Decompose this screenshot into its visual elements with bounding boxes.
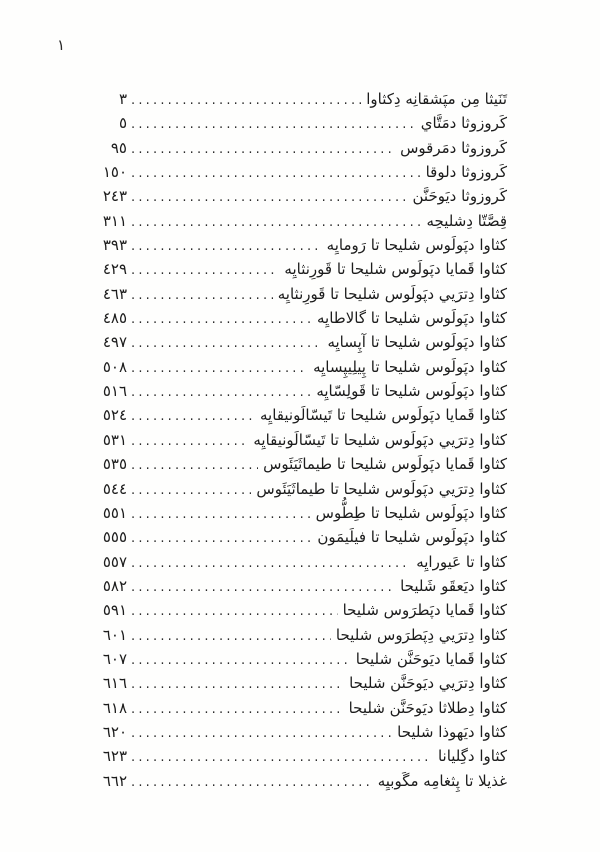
- dot-leader: [131, 649, 351, 673]
- dot-leader: [131, 138, 395, 162]
- toc-entry: [93, 330, 507, 354]
- entry-title: كثاوا دِترَيي دپَولَوس شليحا تا طيماثَيَئَوس: [256, 479, 507, 498]
- entry-page-number: ٣: [118, 90, 127, 108]
- entry-title: كثاوا دگِليانا: [437, 747, 507, 766]
- entry-page-number: ٦٦٢: [102, 771, 127, 790]
- entry-title: كثاوا دپَولَوس شليحا تا فيلَيمَون: [317, 528, 507, 547]
- dot-leader: [131, 576, 395, 600]
- toc-entry: [93, 696, 507, 720]
- entry-title: كثاوا ديَهوذا شليحا: [397, 722, 507, 741]
- dot-leader: [131, 89, 361, 113]
- toc-entry: [93, 428, 507, 452]
- entry-title: كَروزوثا ديَوحَنَّن: [412, 187, 507, 206]
- dot-leader: [131, 673, 344, 697]
- entry-page-number: ٥٣١: [102, 430, 127, 449]
- dot-leader: [131, 527, 312, 551]
- dot-leader: [131, 259, 279, 283]
- entry-page-number: ٤٦٣: [102, 284, 127, 303]
- entry-page-number: ٣١١: [102, 211, 127, 230]
- entry-page-number: ٥٨٢: [102, 576, 127, 595]
- entry-title: كثاوا دِترَيي دپَولَوس شليحا تا تَيسّالَونيقايِه: [253, 430, 507, 449]
- dot-leader: [131, 479, 251, 503]
- toc-entry: [93, 233, 507, 257]
- dot-leader: [131, 113, 416, 137]
- toc-entry: [93, 574, 507, 598]
- entry-title: كثاوا دپَولَوس شليحا تا طِطُّوس: [315, 503, 507, 522]
- entry-page-number: ٦٢٣: [102, 747, 127, 766]
- entry-page-number: ٥٥٧: [102, 552, 127, 571]
- dot-leader: [131, 552, 411, 576]
- toc-entry: [93, 769, 507, 793]
- entry-title: كثاوا قَمايا دپَطرَوس شليحا: [342, 601, 507, 620]
- toc-entry: [93, 379, 507, 403]
- entry-title: كَروزوثا دلوقا: [425, 163, 507, 182]
- dot-leader: [131, 698, 344, 722]
- dot-leader: [131, 454, 258, 478]
- toc-entry: [93, 744, 507, 768]
- entry-title: كثاوا قَمايا دپَولَوس شليحا تا طيماثَيَئَوس: [263, 455, 507, 474]
- entry-page-number: ٦٠١: [102, 625, 127, 644]
- entry-title: كثاوا دِترَيي دپَولَوس شليحا تا قَورِنثايِه: [277, 284, 507, 303]
- page-number: ١: [57, 36, 66, 54]
- entry-page-number: ٥١٦: [102, 382, 127, 401]
- toc-entry: [93, 623, 507, 647]
- dot-leader: [131, 332, 322, 356]
- entry-page-number: ٢٤٣: [102, 187, 127, 206]
- entry-page-number: ٥٥١: [102, 503, 127, 522]
- entry-title: كثاوا دِترَيي دِپَطرَوس شليحا: [335, 625, 507, 644]
- dot-leader: [131, 405, 255, 429]
- dot-leader: [131, 284, 273, 308]
- table-of-contents: [93, 87, 507, 793]
- toc-entry: [93, 452, 507, 476]
- dot-leader: [131, 235, 322, 259]
- entry-page-number: ٣٩٣: [102, 236, 127, 255]
- dot-leader: [131, 308, 312, 332]
- entry-page-number: ٥: [118, 114, 127, 133]
- toc-entry: [93, 720, 507, 744]
- toc-entry: [93, 647, 507, 671]
- entry-title: كثاوا تا عَيورايِه: [416, 552, 507, 571]
- entry-page-number: ٥٤٤: [102, 479, 127, 498]
- toc-entry: [93, 501, 507, 525]
- toc-entry: [93, 477, 507, 501]
- toc-entry: [93, 525, 507, 549]
- toc-entry: [93, 160, 507, 184]
- entry-page-number: ٦١٦: [102, 674, 127, 693]
- toc-entry: [93, 87, 507, 111]
- entry-title: كثاوا ديَعقَو شَليحا: [400, 576, 507, 595]
- dot-leader: [131, 771, 373, 795]
- dot-leader: [131, 722, 392, 746]
- toc-entry: [93, 111, 507, 135]
- dot-leader: [131, 625, 331, 649]
- entry-title: كثاوا قَمايا ديَوحَنَّن شليحا: [355, 649, 507, 668]
- toc-entry: [93, 209, 507, 233]
- toc-entry: [93, 355, 507, 379]
- dot-leader: [131, 746, 433, 770]
- entry-page-number: ٥٥٥: [102, 528, 127, 547]
- entry-title: غذيلا تا پِثغامِه مگَوبيِه: [377, 771, 507, 790]
- dot-leader: [131, 430, 248, 454]
- entry-page-number: ٥٣٥: [102, 455, 127, 474]
- entry-page-number: ٥٠٨: [102, 357, 127, 376]
- entry-page-number: ٤٨٥: [102, 309, 127, 328]
- entry-title: كثاوا دپَولَوس شليحا تا قَولِسّايِه: [316, 382, 507, 401]
- entry-page-number: ٤٢٩: [102, 260, 127, 279]
- dot-leader: [131, 503, 311, 527]
- entry-title: كَروزوثا دمَرقوس: [400, 138, 507, 157]
- entry-title: كثاوا دِترَيي ديَوحَنَّن شليحا: [349, 674, 507, 693]
- entry-page-number: ٦٠٧: [102, 649, 127, 668]
- toc-entry: [93, 257, 507, 281]
- entry-title: كثاوا دِطلاثا ديَوحَنَّن شليحا: [348, 698, 507, 717]
- toc-entry: [93, 136, 507, 160]
- dot-leader: [131, 381, 311, 405]
- dot-leader: [131, 186, 408, 210]
- entry-page-number: ٥٢٤: [102, 406, 127, 425]
- toc-entry: [93, 282, 507, 306]
- toc-entry: [93, 403, 507, 427]
- toc-entry: [93, 598, 507, 622]
- entry-title: كثاوا قَمايا دپَولَوس شليحا تا تَيسّالَونيقايِه: [260, 406, 507, 425]
- entry-title: كثاوا دپَولَوس شليحا تا آپِسايِه: [327, 333, 507, 352]
- entry-page-number: ٦١٨: [102, 698, 127, 717]
- dot-leader: [131, 162, 421, 186]
- toc-entry: [93, 306, 507, 330]
- entry-title: قِصَّتّا دِشليحِه: [426, 211, 507, 230]
- dot-leader: [131, 357, 308, 381]
- entry-title: تَنَيثا مِن مپَشقانِه دِكثاوا: [366, 90, 507, 108]
- entry-title: كثاوا قَمايا دپَولَوس شليحا تا قَورِنثايِه: [284, 260, 507, 279]
- entry-page-number: ٩٥: [110, 138, 127, 157]
- entry-page-number: ٥٩١: [102, 601, 127, 620]
- entry-page-number: ٦٢٠: [102, 722, 127, 741]
- toc-entry: [93, 550, 507, 574]
- entry-title: كثاوا دپَولَوس شليحا تا گالاطايِه: [316, 309, 507, 328]
- entry-page-number: ١٥٠: [102, 163, 127, 182]
- dot-leader: [131, 600, 338, 624]
- dot-leader: [131, 211, 421, 235]
- entry-title: كثاوا دپَولَوس شليحا تا رَومايِه: [326, 236, 507, 255]
- toc-entry: [93, 184, 507, 208]
- toc-entry: [93, 671, 507, 695]
- entry-page-number: ٤٩٧: [102, 333, 127, 352]
- entry-title: كَروزوثا دمَتَّاي: [420, 114, 507, 133]
- entry-title: كثاوا دپَولَوس شليحا تا پِيلِيپِسايِه: [313, 357, 507, 376]
